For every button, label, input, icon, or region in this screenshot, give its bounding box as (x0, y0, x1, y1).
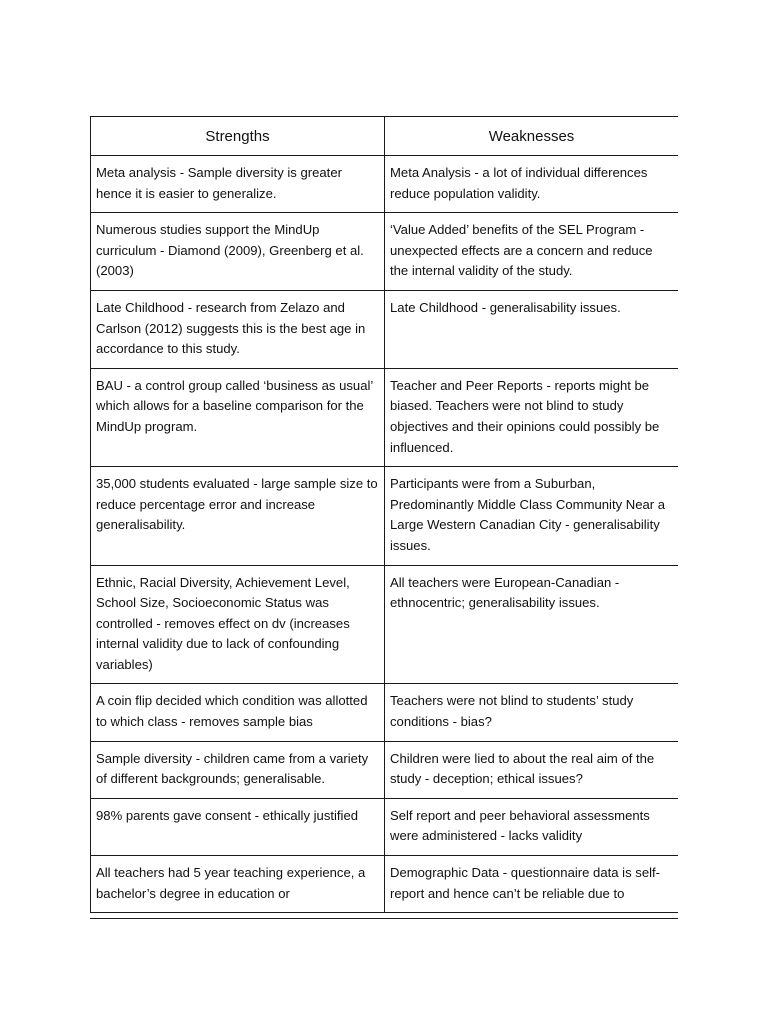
strengths-weaknesses-table (90, 116, 678, 913)
weakness-cell: All teachers were European-Canadian - ethnocentric; generalisability issues. (385, 565, 679, 684)
weakness-cell: Demographic Data - questionnaire data is self-report and hence can’t be reliable due to (385, 856, 679, 913)
weakness-cell: Teacher and Peer Reports - reports might be biased. Teachers were not blind to study objectives and their opinions could possibly be influenced. (385, 368, 679, 466)
table-row (91, 684, 679, 741)
table-row (91, 856, 679, 913)
strength-cell: A coin flip decided which condition was allotted to which class - removes sample bias (91, 684, 385, 741)
strength-cell: Numerous studies support the MindUp curriculum - Diamond (2009), Greenberg et al. (2003) (91, 213, 385, 291)
weakness-cell: Children were lied to about the real aim of the study - deception; ethical issues? (385, 741, 679, 798)
weakness-cell: Meta Analysis - a lot of individual differences reduce population validity. (385, 156, 679, 213)
table-row (91, 213, 679, 291)
table-row (91, 290, 679, 368)
table-row (91, 565, 679, 684)
strength-cell: Late Childhood - research from Zelazo and Carlson (2012) suggests this is the best age in accordance to this study. (91, 290, 385, 368)
table-header-row (91, 117, 679, 156)
strength-cell: Ethnic, Racial Diversity, Achievement Level, School Size, Socioeconomic Status was controlled - removes effect on dv (increases internal validity due to lack of confounding variables) (91, 565, 385, 684)
weaknesses-header: Weaknesses (385, 117, 679, 156)
strength-cell: 98% parents gave consent - ethically justified (91, 798, 385, 855)
strength-cell: 35,000 students evaluated - large sample size to reduce percentage error and increase generalisability. (91, 467, 385, 565)
strength-cell: Meta analysis - Sample diversity is greater hence it is easier to generalize. (91, 156, 385, 213)
weakness-cell: Self report and peer behavioral assessments were administered - lacks validity (385, 798, 679, 855)
weakness-cell: ‘Value Added’ benefits of the SEL Program - unexpected effects are a concern and reduce the internal validity of the study. (385, 213, 679, 291)
table-row (91, 156, 679, 213)
document-page (90, 116, 678, 919)
weakness-cell: Participants were from a Suburban, Predominantly Middle Class Community Near a Large Western Canadian City - generalisability issues. (385, 467, 679, 565)
table-row (91, 368, 679, 466)
table-row (91, 798, 679, 855)
strengths-header: Strengths (91, 117, 385, 156)
table-row (91, 467, 679, 565)
strength-cell: All teachers had 5 year teaching experience, a bachelor’s degree in education or (91, 856, 385, 913)
strength-cell: BAU - a control group called ‘business as usual’ which allows for a baseline comparison for the MindUp program. (91, 368, 385, 466)
weakness-cell: Late Childhood - generalisability issues. (385, 290, 679, 368)
weakness-cell: Teachers were not blind to students’ study conditions - bias? (385, 684, 679, 741)
table-row (91, 741, 679, 798)
strength-cell: Sample diversity - children came from a variety of different backgrounds; generalisable. (91, 741, 385, 798)
